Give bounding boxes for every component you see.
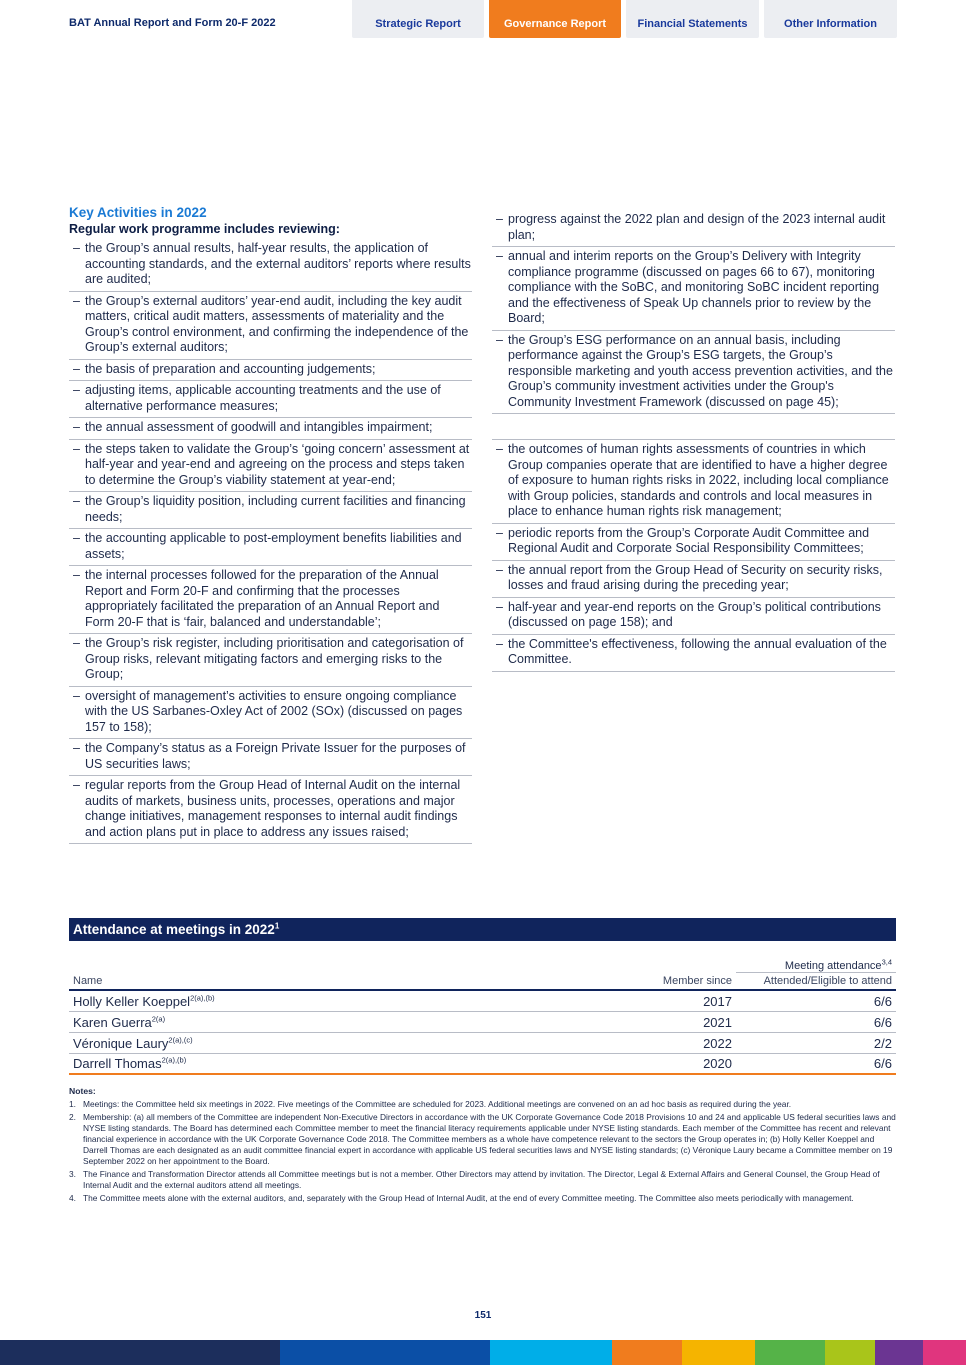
member-name: Darrell Thomas$^{2(a),(b)}$ — [69, 1053, 556, 1074]
dash-bullet: – — [73, 568, 80, 582]
dash-bullet: – — [73, 688, 80, 703]
list-item-text: oversight of management’s activities to ensure ongoing compliance with the US Sarbanes-Oxley Act of 2002 (SOx) (discussed on pages 157 to 158); — [85, 688, 463, 734]
dash-bullet: – — [73, 741, 80, 755]
top-navigation — [0, 0, 966, 38]
list-item — [69, 381, 472, 418]
dash-bullet: – — [496, 249, 503, 263]
footer-stripe — [280, 1340, 490, 1365]
page-number: 151 — [474, 1310, 492, 1321]
note-item — [69, 1112, 896, 1167]
meeting-attendance-header: Meeting attendance$^{3,4}$ — [736, 950, 896, 972]
list-item-text: regular reports from the Group Head of Internal Audit on the internal audits of markets, business units, processes, operations and major change initiatives, management responses to internal audit findings and action plans put in place to address any issues raised; — [85, 778, 461, 839]
column-attended: Attended/Eligible to attend — [736, 972, 896, 990]
dash-bullet: – — [73, 494, 80, 508]
table-row — [69, 1011, 896, 1032]
activities-right-column — [492, 210, 895, 672]
notes-list — [69, 1099, 896, 1204]
note-item — [69, 1099, 896, 1110]
dash-bullet: – — [496, 636, 503, 651]
note-number: 2. — [69, 1112, 76, 1122]
list-item — [492, 210, 895, 247]
list-item — [492, 524, 895, 561]
list-item-text: half-year and year-end reports on the Group’s political contributions (discussed on page 158); and — [508, 599, 881, 629]
list-item — [69, 239, 472, 292]
member-since: 2021 — [556, 1011, 736, 1032]
attendance-title-bar — [69, 918, 896, 941]
dash-bullet: – — [73, 293, 80, 308]
list-item-text: the annual assessment of goodwill and intangibles impairment; — [85, 420, 433, 434]
dash-bullet: – — [73, 441, 80, 456]
list-item — [69, 529, 472, 566]
list-item — [69, 776, 472, 844]
activities-list-right-b — [492, 440, 895, 672]
list-item — [492, 561, 895, 598]
dash-bullet: – — [496, 332, 503, 347]
footer-stripe — [875, 1340, 923, 1365]
member-name: Véronique Laury$^{2(a),(c)}$ — [69, 1032, 556, 1053]
tab-governance-report[interactable]: Governance Report — [489, 0, 621, 38]
footer-stripe — [825, 1340, 875, 1365]
dash-bullet: – — [496, 525, 503, 540]
list-item-text: the Committee's effectiveness, following the annual evaluation of the Committee. — [508, 636, 887, 666]
section-title: Key Activities in 2022 — [69, 205, 207, 220]
list-item — [492, 440, 895, 524]
list-item — [69, 739, 472, 776]
list-item-text: annual and interim reports on the Group’s Delivery with Integrity compliance programme (discussed on pages 66 to 67), monitoring compliance with the SoBC, and monitoring SoBC incident reporting and the effectiveness of Speak Up channels prior to review by the Board; — [508, 249, 880, 325]
list-spacer — [492, 414, 895, 440]
list-item-text: the Group’s liquidity position, including current facilities and financing needs; — [85, 494, 466, 524]
dash-bullet: – — [73, 778, 80, 792]
list-item — [69, 492, 472, 529]
note-item — [69, 1169, 896, 1191]
note-text: The Committee meets alone with the external auditors, and, separately with the Group Head of Internal Audit, at the end of every Committee meeting. The Committee also meets periodically with management. — [83, 1193, 854, 1203]
table-group-header — [69, 950, 896, 972]
notes — [69, 1086, 896, 1206]
list-item — [69, 360, 472, 382]
footer-color-bar — [0, 1340, 966, 1365]
list-item — [69, 566, 472, 634]
list-item — [69, 292, 472, 360]
note-text: The Finance and Transformation Director attends all Committee meetings but is not a member. Other Directors may attend by invitation. The Director, Legal & External Affairs and General Counsel, the Group Head of Internal Audit and the external auditors attend all meetings. — [83, 1169, 880, 1190]
attendance-title: Attendance at meetings in 2022 — [73, 922, 275, 937]
dash-bullet: – — [73, 636, 80, 650]
footer-stripe — [755, 1340, 825, 1365]
table-row — [69, 990, 896, 1011]
column-member-since: Member since — [556, 972, 736, 990]
dash-bullet: – — [73, 531, 80, 545]
attendance-value: 6/6 — [736, 1011, 896, 1032]
list-item — [69, 634, 472, 687]
note-number: 1. — [69, 1099, 76, 1109]
list-item — [69, 418, 472, 440]
section-subtitle: Regular work programme includes reviewing: — [69, 222, 340, 236]
list-item — [69, 440, 472, 493]
dash-bullet: – — [496, 562, 503, 577]
table-row — [69, 1032, 896, 1053]
attendance-table — [69, 950, 896, 1075]
attendance-value: 2/2 — [736, 1032, 896, 1053]
tab-financial-statements[interactable]: Financial Statements — [626, 0, 759, 38]
list-item-text: the Company’s status as a Foreign Private Issuer for the purposes of US securities laws; — [85, 741, 466, 771]
footer-stripe — [0, 1340, 280, 1365]
dash-bullet: – — [73, 241, 80, 255]
dash-bullet: – — [496, 212, 503, 226]
list-item-text: the steps taken to validate the Group’s ‘going concern’ assessment at half-year and year-end and agreeing on the process and steps taken to determine the Group’s viability statement at year-end; — [85, 441, 470, 487]
list-item-text: the annual report from the Group Head of Security on security risks, losses and fraud arising during the preceding year; — [508, 562, 883, 592]
tab-strategic-report[interactable]: Strategic Report — [352, 0, 484, 38]
member-name: Karen Guerra$^{2(a)}$ — [69, 1011, 556, 1032]
member-since: 2017 — [556, 990, 736, 1011]
dash-bullet: – — [496, 442, 503, 456]
tab-other-information[interactable]: Other Information — [764, 0, 897, 38]
footer-stripe — [490, 1340, 612, 1365]
list-item — [492, 598, 895, 635]
attendance-title-note: 1 — [274, 921, 280, 931]
attendance-value: 6/6 — [736, 990, 896, 1011]
note-text: Meetings: the Committee held six meetings in 2022. Five meetings of the Committee are scheduled for 2023. Additional meetings are convened on an ad hoc basis as required during the year. — [83, 1099, 792, 1109]
list-item — [492, 635, 895, 672]
list-item — [492, 247, 895, 331]
dash-bullet: – — [496, 599, 503, 614]
notes-title: Notes: — [69, 1086, 96, 1096]
list-item — [492, 331, 895, 415]
list-item-text: the internal processes followed for the preparation of the Annual Report and Form 20-F and confirming that the processes appropriately facilitated the preparation of an Annual Report and Form 20-F that is ‘fair, balanced and understandable’; — [85, 568, 440, 629]
attendance-value: 6/6 — [736, 1053, 896, 1074]
member-since: 2022 — [556, 1032, 736, 1053]
note-text: Membership: (a) all members of the Committee are independent Non-Executive Directors in accordance with the UK Corporate Governance Code 2018 Provisions 10 and 24 and applicable US federal securities laws and NYSE listing standards. The Board has determined each Committee member to meet the financial literacy requirements applicable under NYSE listing standards. Each member of the Committee has recent and relevant financial experience in accordance with the UK Corporate Governance Code 2018. The Committee members as a whole have competence relevant to the sectors the Group operates in; (b) Holly Keller Koeppel and Darrell Thomas are each designated as an audit committee financial expert in accordance with applicable US federal securities laws and NYSE listing standards; (c) Véronique Laury became a Committee member on 19 September 2022 on her appointment to the Board. — [83, 1112, 896, 1166]
list-item-text: the basis of preparation and accounting judgements; — [85, 361, 376, 376]
document-title: BAT Annual Report and Form 20-F 2022 — [69, 17, 276, 29]
list-item-text: the Group’s annual results, half-year results, the application of accounting standards, and the external auditors’ reports where results are audited; — [85, 241, 471, 286]
dash-bullet: – — [73, 361, 80, 376]
activities-list-left — [69, 239, 472, 844]
list-item-text: adjusting items, applicable accounting treatments and the use of alternative performance measures; — [85, 383, 441, 413]
column-name: Name — [69, 972, 556, 990]
list-item-text: the Group’s external auditors’ year-end audit, including the key audit matters, critical audit matters, assessments of materiality and the Group’s control environment, and confirming the independence of the Group’s external auditors; — [85, 293, 469, 354]
footer-stripe — [682, 1340, 755, 1365]
dash-bullet: – — [73, 383, 80, 397]
list-item-text: the Group’s risk register, including prioritisation and categorisation of Group risks, relevant mitigating factors and emerging risks to the Group; — [85, 636, 464, 681]
activities-list-right-a — [492, 210, 895, 414]
member-since: 2020 — [556, 1053, 736, 1074]
footer-stripe — [612, 1340, 682, 1365]
list-item-text: periodic reports from the Group’s Corporate Audit Committee and Regional Audit and Corporate Social Responsibility Committees; — [508, 525, 870, 555]
list-item — [69, 687, 472, 740]
dash-bullet: – — [73, 420, 80, 434]
table-column-header — [69, 972, 896, 990]
list-item-text: the outcomes of human rights assessments of countries in which Group companies operate that are identified to have a higher degree of exposure to human rights risks in 2022, including local compliance with Group policies, standards and controls and local measures in place to enhance human rights risk management; — [508, 442, 889, 518]
table-row — [69, 1053, 896, 1074]
note-number: 4. — [69, 1193, 76, 1203]
list-item-text: the Group’s ESG performance on an annual basis, including performance against the Group’s ESG targets, the Group’s responsible marketing and youth access prevention activities, and the Group’s community investment activities under the Group's Community Investment Framework (discussed on page 45); — [508, 332, 893, 409]
member-name: Holly Keller Koeppel$^{2(a),(b)}$ — [69, 990, 556, 1011]
note-number: 3. — [69, 1169, 76, 1179]
note-item — [69, 1193, 896, 1204]
list-item-text: progress against the 2022 plan and design of the 2023 internal audit plan; — [508, 212, 886, 242]
activities-left-column — [69, 205, 472, 844]
list-item-text: the accounting applicable to post-employment benefits liabilities and assets; — [85, 531, 462, 561]
footer-stripe — [923, 1340, 966, 1365]
